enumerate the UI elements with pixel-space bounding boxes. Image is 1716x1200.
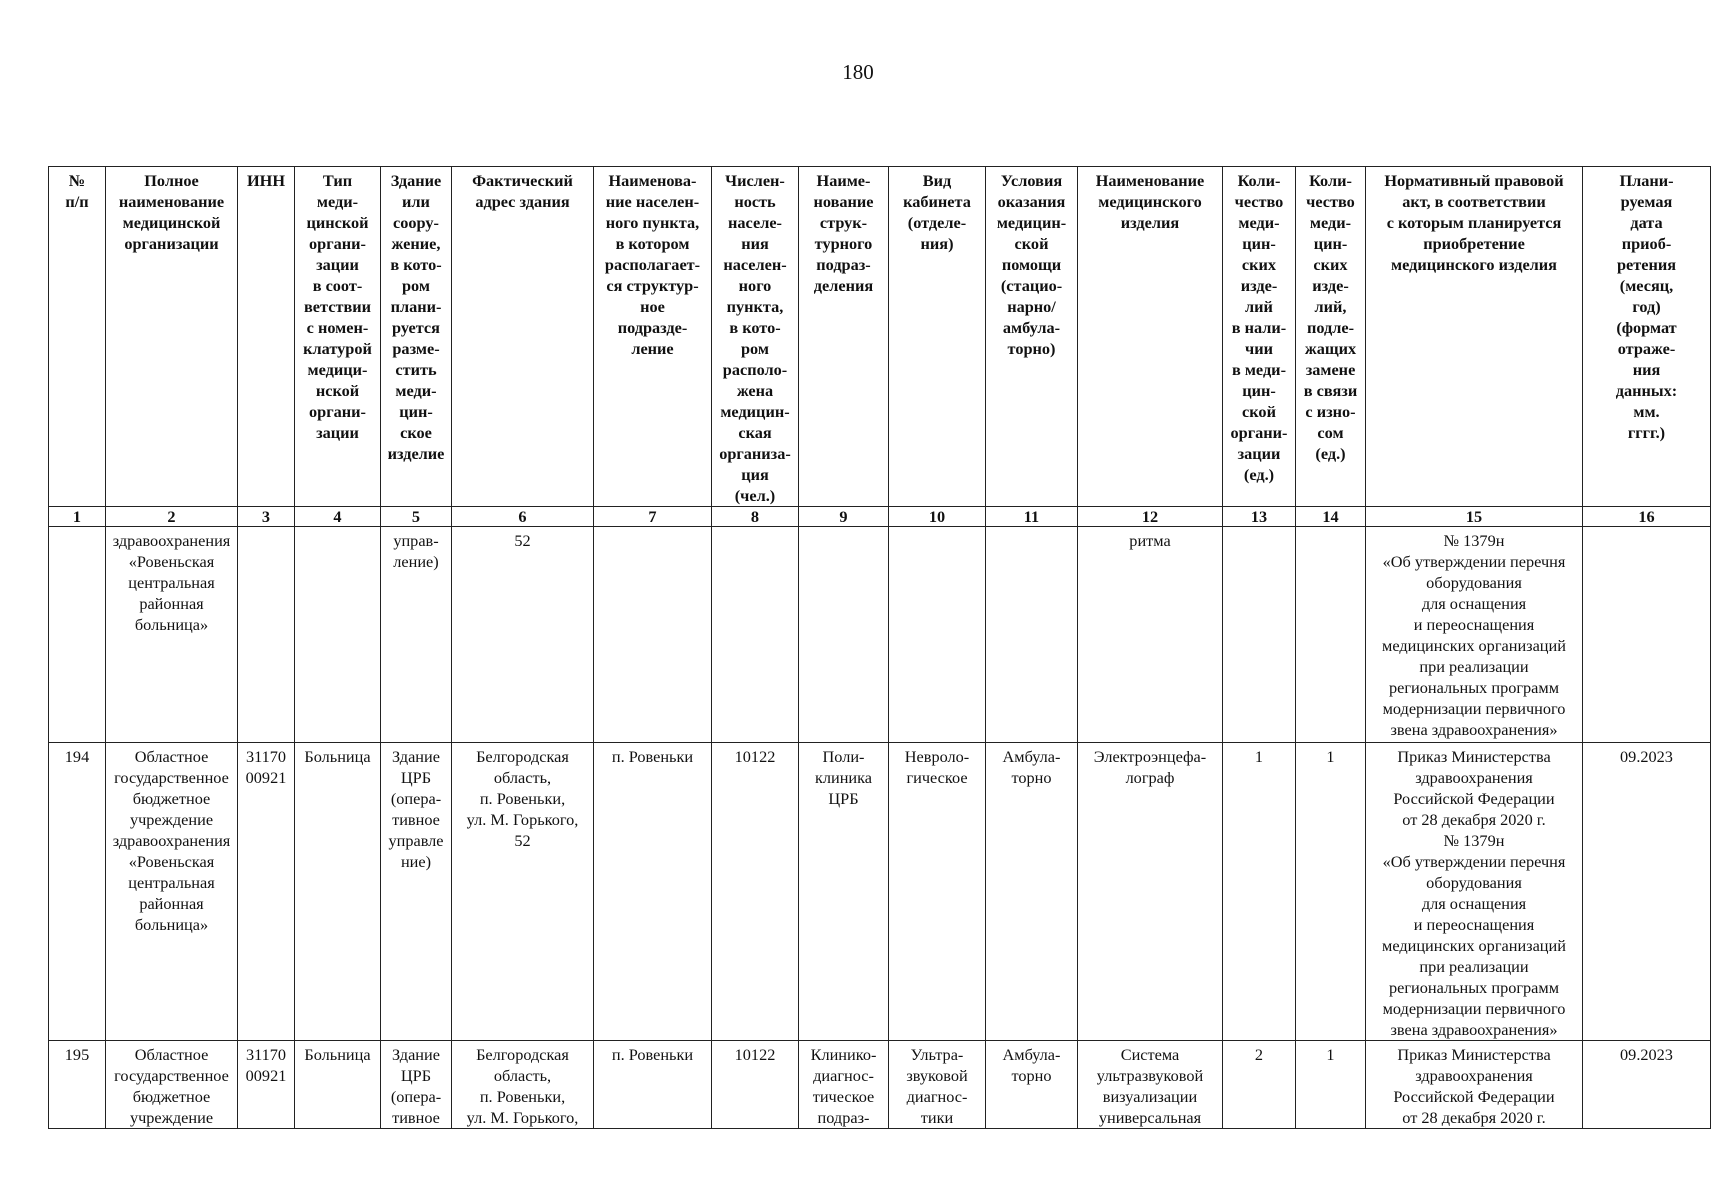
organization-type: Больница bbox=[295, 1041, 381, 1129]
cabinet-type: Ультра- звуковой диагнос- тики bbox=[889, 1041, 986, 1129]
column-number: 7 bbox=[594, 507, 712, 527]
page-number: 180 bbox=[842, 60, 874, 84]
devices-to-replace: 1 bbox=[1296, 743, 1366, 1041]
organization-name: Областное государственное бюджетное учреждение здравоохранения «Ровеньская центральная районная больница» bbox=[106, 743, 238, 1041]
table-row-continued bbox=[49, 527, 1711, 743]
address: Белгородская область, п. Ровеньки, ул. М. Горького, bbox=[452, 1041, 594, 1129]
building: управ- ление) bbox=[381, 527, 452, 743]
column-number: 4 bbox=[295, 507, 381, 527]
planned-date: 09.2023 bbox=[1583, 743, 1711, 1041]
inn bbox=[238, 527, 295, 743]
cabinet-type: Невроло- гическое bbox=[889, 743, 986, 1041]
care-conditions: Амбула- торно bbox=[986, 743, 1078, 1041]
column-number: 12 bbox=[1078, 507, 1223, 527]
table-row bbox=[49, 1041, 1711, 1129]
device-name: Система ультразвуковой визуализации универсальная bbox=[1078, 1041, 1223, 1129]
settlement: п. Ровеньки bbox=[594, 743, 712, 1041]
header-cell: Наиме- нование струк- турного подраз- деления bbox=[799, 167, 889, 507]
header-cell: Числен- ность населе- ния населен- ного пункта, в кото- ром располо- жена медицин- ская организа- ция (чел.) bbox=[712, 167, 799, 507]
building: Здание ЦРБ (опера- тивное управле ние) bbox=[381, 743, 452, 1041]
population: 10122 bbox=[712, 743, 799, 1041]
column-number: 14 bbox=[1296, 507, 1366, 527]
population bbox=[712, 527, 799, 743]
devices-to-replace: 1 bbox=[1296, 1041, 1366, 1129]
column-number: 11 bbox=[986, 507, 1078, 527]
column-number: 10 bbox=[889, 507, 986, 527]
header-cell: Коли- чество меди- цин- ских изде- лий, подле- жащих замене в связи с изно- сом (ед.) bbox=[1296, 167, 1366, 507]
header-cell: Вид кабинета (отделе- ния) bbox=[889, 167, 986, 507]
devices-to-replace bbox=[1296, 527, 1366, 743]
header-cell: Коли- чество меди- цин- ских изде- лий в нали- чии в меди- цин- ской органи- зации (ед.) bbox=[1223, 167, 1296, 507]
header-cell: Полное наименование медицинской организации bbox=[106, 167, 238, 507]
care-conditions bbox=[986, 527, 1078, 743]
equipment-table bbox=[48, 166, 1711, 1129]
header-cell: Фактический адрес здания bbox=[452, 167, 594, 507]
device-name: Электроэнцефа- лограф bbox=[1078, 743, 1223, 1041]
address: Белгородская область, п. Ровеньки, ул. М. Горького, 52 bbox=[452, 743, 594, 1041]
devices-available bbox=[1223, 527, 1296, 743]
row-number: 194 bbox=[49, 743, 106, 1041]
column-number: 5 bbox=[381, 507, 452, 527]
building: Здание ЦРБ (опера- тивное bbox=[381, 1041, 452, 1129]
column-number: 9 bbox=[799, 507, 889, 527]
care-conditions: Амбула- торно bbox=[986, 1041, 1078, 1129]
planned-date bbox=[1583, 527, 1711, 743]
legal-act: Приказ Министерства здравоохранения Российской Федерации от 28 декабря 2020 г. № 1379н «Об утверждении перечня оборудования для оснащения и переоснащения медицинских организаций при реализации региональных программ модернизации первичного звена здравоохранения» bbox=[1366, 743, 1583, 1041]
table-row bbox=[49, 743, 1711, 1041]
organization-type: Больница bbox=[295, 743, 381, 1041]
legal-act: № 1379н «Об утверждении перечня оборудования для оснащения и переоснащения медицинских организаций при реализации региональных программ модернизации первичного звена здравоохранения» bbox=[1366, 527, 1583, 743]
row-number: 195 bbox=[49, 1041, 106, 1129]
column-number: 2 bbox=[106, 507, 238, 527]
address: 52 bbox=[452, 527, 594, 743]
legal-act: Приказ Министерства здравоохранения Российской Федерации от 28 декабря 2020 г. bbox=[1366, 1041, 1583, 1129]
header-cell: № п/п bbox=[49, 167, 106, 507]
inn: 31170 00921 bbox=[238, 743, 295, 1041]
planned-date: 09.2023 bbox=[1583, 1041, 1711, 1129]
organization-name: Областное государственное бюджетное учреждение bbox=[106, 1041, 238, 1129]
population: 10122 bbox=[712, 1041, 799, 1129]
column-number: 3 bbox=[238, 507, 295, 527]
devices-available: 1 bbox=[1223, 743, 1296, 1041]
header-cell: Плани- руемая дата приоб- ретения (месяц, год) (формат отраже- ния данных: мм. гггг.) bbox=[1583, 167, 1711, 507]
column-number: 6 bbox=[452, 507, 594, 527]
organization-name: здравоохранения «Ровеньская центральная районная больница» bbox=[106, 527, 238, 743]
department: Клинико- диагнос- тическое подраз- bbox=[799, 1041, 889, 1129]
column-number: 1 bbox=[49, 507, 106, 527]
department: Поли- клиника ЦРБ bbox=[799, 743, 889, 1041]
header-cell: Здание или соору- жение, в кото- ром плани- руется разме- стить меди- цин- ское изделие bbox=[381, 167, 452, 507]
column-number: 13 bbox=[1223, 507, 1296, 527]
column-number-row bbox=[49, 507, 1711, 527]
column-number: 15 bbox=[1366, 507, 1583, 527]
cabinet-type bbox=[889, 527, 986, 743]
header-row bbox=[49, 167, 1711, 507]
inn: 31170 00921 bbox=[238, 1041, 295, 1129]
settlement bbox=[594, 527, 712, 743]
header-cell: Тип меди- цинской органи- зации в соот- ветствии с номен- клатурой медици- нской органи- зации bbox=[295, 167, 381, 507]
department bbox=[799, 527, 889, 743]
header-cell: Наименова- ние населен- ного пункта, в котором располагает- ся структур- ное подразде- ление bbox=[594, 167, 712, 507]
settlement: п. Ровеньки bbox=[594, 1041, 712, 1129]
organization-type bbox=[295, 527, 381, 743]
device-name: ритма bbox=[1078, 527, 1223, 743]
header-cell: Условия оказания медицин- ской помощи (стацио- нарно/ амбула- торно) bbox=[986, 167, 1078, 507]
header-cell: Наименование медицинского изделия bbox=[1078, 167, 1223, 507]
row-number bbox=[49, 527, 106, 743]
column-number: 8 bbox=[712, 507, 799, 527]
column-number: 16 bbox=[1583, 507, 1711, 527]
devices-available: 2 bbox=[1223, 1041, 1296, 1129]
header-cell: Нормативный правовой акт, в соответствии с которым планируется приобретение медицинского изделия bbox=[1366, 167, 1583, 507]
header-cell: ИНН bbox=[238, 167, 295, 507]
